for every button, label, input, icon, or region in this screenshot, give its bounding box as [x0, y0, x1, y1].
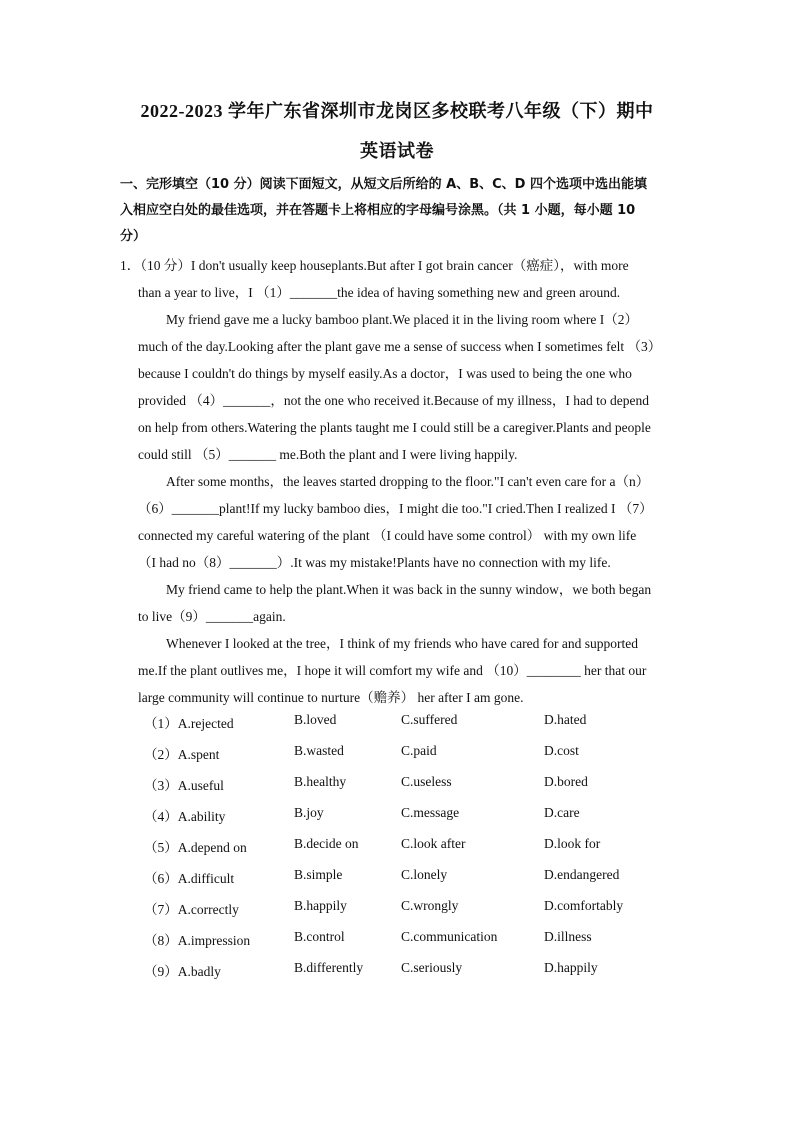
option-row-5 [144, 836, 704, 867]
option-c: C.seriously [401, 960, 463, 975]
option-a: （1）A.rejected [144, 716, 234, 731]
option-c: C.useless [401, 774, 452, 789]
option-a: （5）A.depend on [144, 840, 247, 855]
option-a: （7）A.correctly [144, 902, 239, 917]
passage-line: to live（9）_______again. [138, 609, 286, 624]
passage-line: My friend gave me a lucky bamboo plant.We placed it in the living room where I（2） [166, 312, 639, 327]
passage-line: because I couldn't do things by myself easily.As a doctor，I was used to being the one who [138, 366, 632, 381]
option-c: C.suffered [401, 712, 458, 727]
option-a: （4）A.ability [144, 809, 226, 824]
option-c: C.lonely [401, 867, 448, 882]
option-b: B.simple [294, 867, 343, 882]
option-a: （6）A.difficult [144, 871, 235, 886]
option-row-3 [144, 774, 704, 805]
option-b: B.wasted [294, 743, 344, 758]
passage-line: 1．（10 分）I don't usually keep houseplants.But after I got brain cancer（癌症），with more [120, 258, 629, 273]
passage-line: on help from others.Watering the plants taught me I could still be a caregiver.Plants and people [138, 420, 651, 435]
option-row-4 [144, 805, 704, 836]
option-row-2 [144, 743, 704, 774]
option-c: C.look after [401, 836, 466, 851]
section-instructions [120, 172, 680, 250]
option-c: C.wrongly [401, 898, 459, 913]
passage-line: me.If the plant outlives me，I hope it will comfort my wife and （10）________ her that our [138, 663, 647, 678]
option-c: C.paid [401, 743, 437, 758]
option-d: D.hated [544, 712, 587, 727]
passage-line: My friend came to help the plant.When it was back in the sunny window，we both began [166, 582, 652, 597]
passage-line: Whenever I looked at the tree，I think of my friends who have cared for and supported [166, 636, 638, 651]
option-a: （2）A.spent [144, 747, 220, 762]
passage-line: （6）_______plant!If my lucky bamboo dies，I might die too."I cried.Then I realized I （7） [138, 501, 653, 516]
option-b: B.loved [294, 712, 337, 727]
option-c: C.message [401, 805, 460, 820]
option-a: （8）A.impression [144, 933, 251, 948]
option-d: D.look for [544, 836, 601, 851]
option-row-7 [144, 898, 704, 929]
option-d: D.care [544, 805, 580, 820]
section-line: 分） [120, 229, 147, 244]
option-a: （9）A.badly [144, 964, 221, 979]
option-b: B.decide on [294, 836, 359, 851]
passage-line: After some months，the leaves started dropping to the floor."I can't even care for a（n） [166, 474, 650, 489]
passage-line: much of the day.Looking after the plant gave me a sense of success when I sometimes felt （3） [138, 339, 662, 354]
option-c: C.communication [401, 929, 498, 944]
section-line: 一、完形填空（10 分）阅读下面短文，从短文后所给的 A、B、C、D 四个选项中选出能填 [120, 177, 647, 192]
passage-line: could still （5）_______ me.Both the plant and I were living happily. [138, 447, 518, 462]
option-b: B.differently [294, 960, 364, 975]
exam-title-line2: 英语试卷 [360, 141, 434, 161]
answer-options [144, 712, 704, 991]
option-d: D.endangered [544, 867, 620, 882]
option-row-8 [144, 929, 704, 960]
passage-line: provided （4）_______，not the one who received it.Because of my illness，I had to depend [138, 393, 650, 408]
option-d: D.comfortably [544, 898, 624, 913]
option-b: B.joy [294, 805, 324, 820]
passage-line: connected my careful watering of the plant （I could have some control） with my own life [138, 528, 637, 543]
passage-line: （I had no（8）_______）.It was my mistake!Plants have no connection with my life. [138, 555, 611, 570]
option-a: （3）A.useful [144, 778, 224, 793]
option-b: B.healthy [294, 774, 347, 789]
passage-line: than a year to live，I （1）_______the idea of having something new and green around. [138, 285, 621, 300]
option-d: D.bored [544, 774, 588, 789]
option-b: B.happily [294, 898, 347, 913]
option-d: D.happily [544, 960, 598, 975]
option-d: D.cost [544, 743, 579, 758]
option-row-1 [144, 712, 704, 743]
exam-title-line1: 2022-2023 学年广东省深圳市龙岗区多校联考八年级（下）期中 [140, 101, 654, 121]
option-b: B.control [294, 929, 345, 944]
question-passage [120, 252, 680, 711]
section-line: 入相应空白处的最佳选项，并在答题卡上将相应的字母编号涂黑。（共 1 小题，每小题 10 [120, 203, 636, 218]
option-d: D.illness [544, 929, 592, 944]
option-row-6 [144, 867, 704, 898]
option-row-9 [144, 960, 704, 991]
passage-line: large community will continue to nurture（赡养） her after I am gone. [138, 690, 524, 705]
